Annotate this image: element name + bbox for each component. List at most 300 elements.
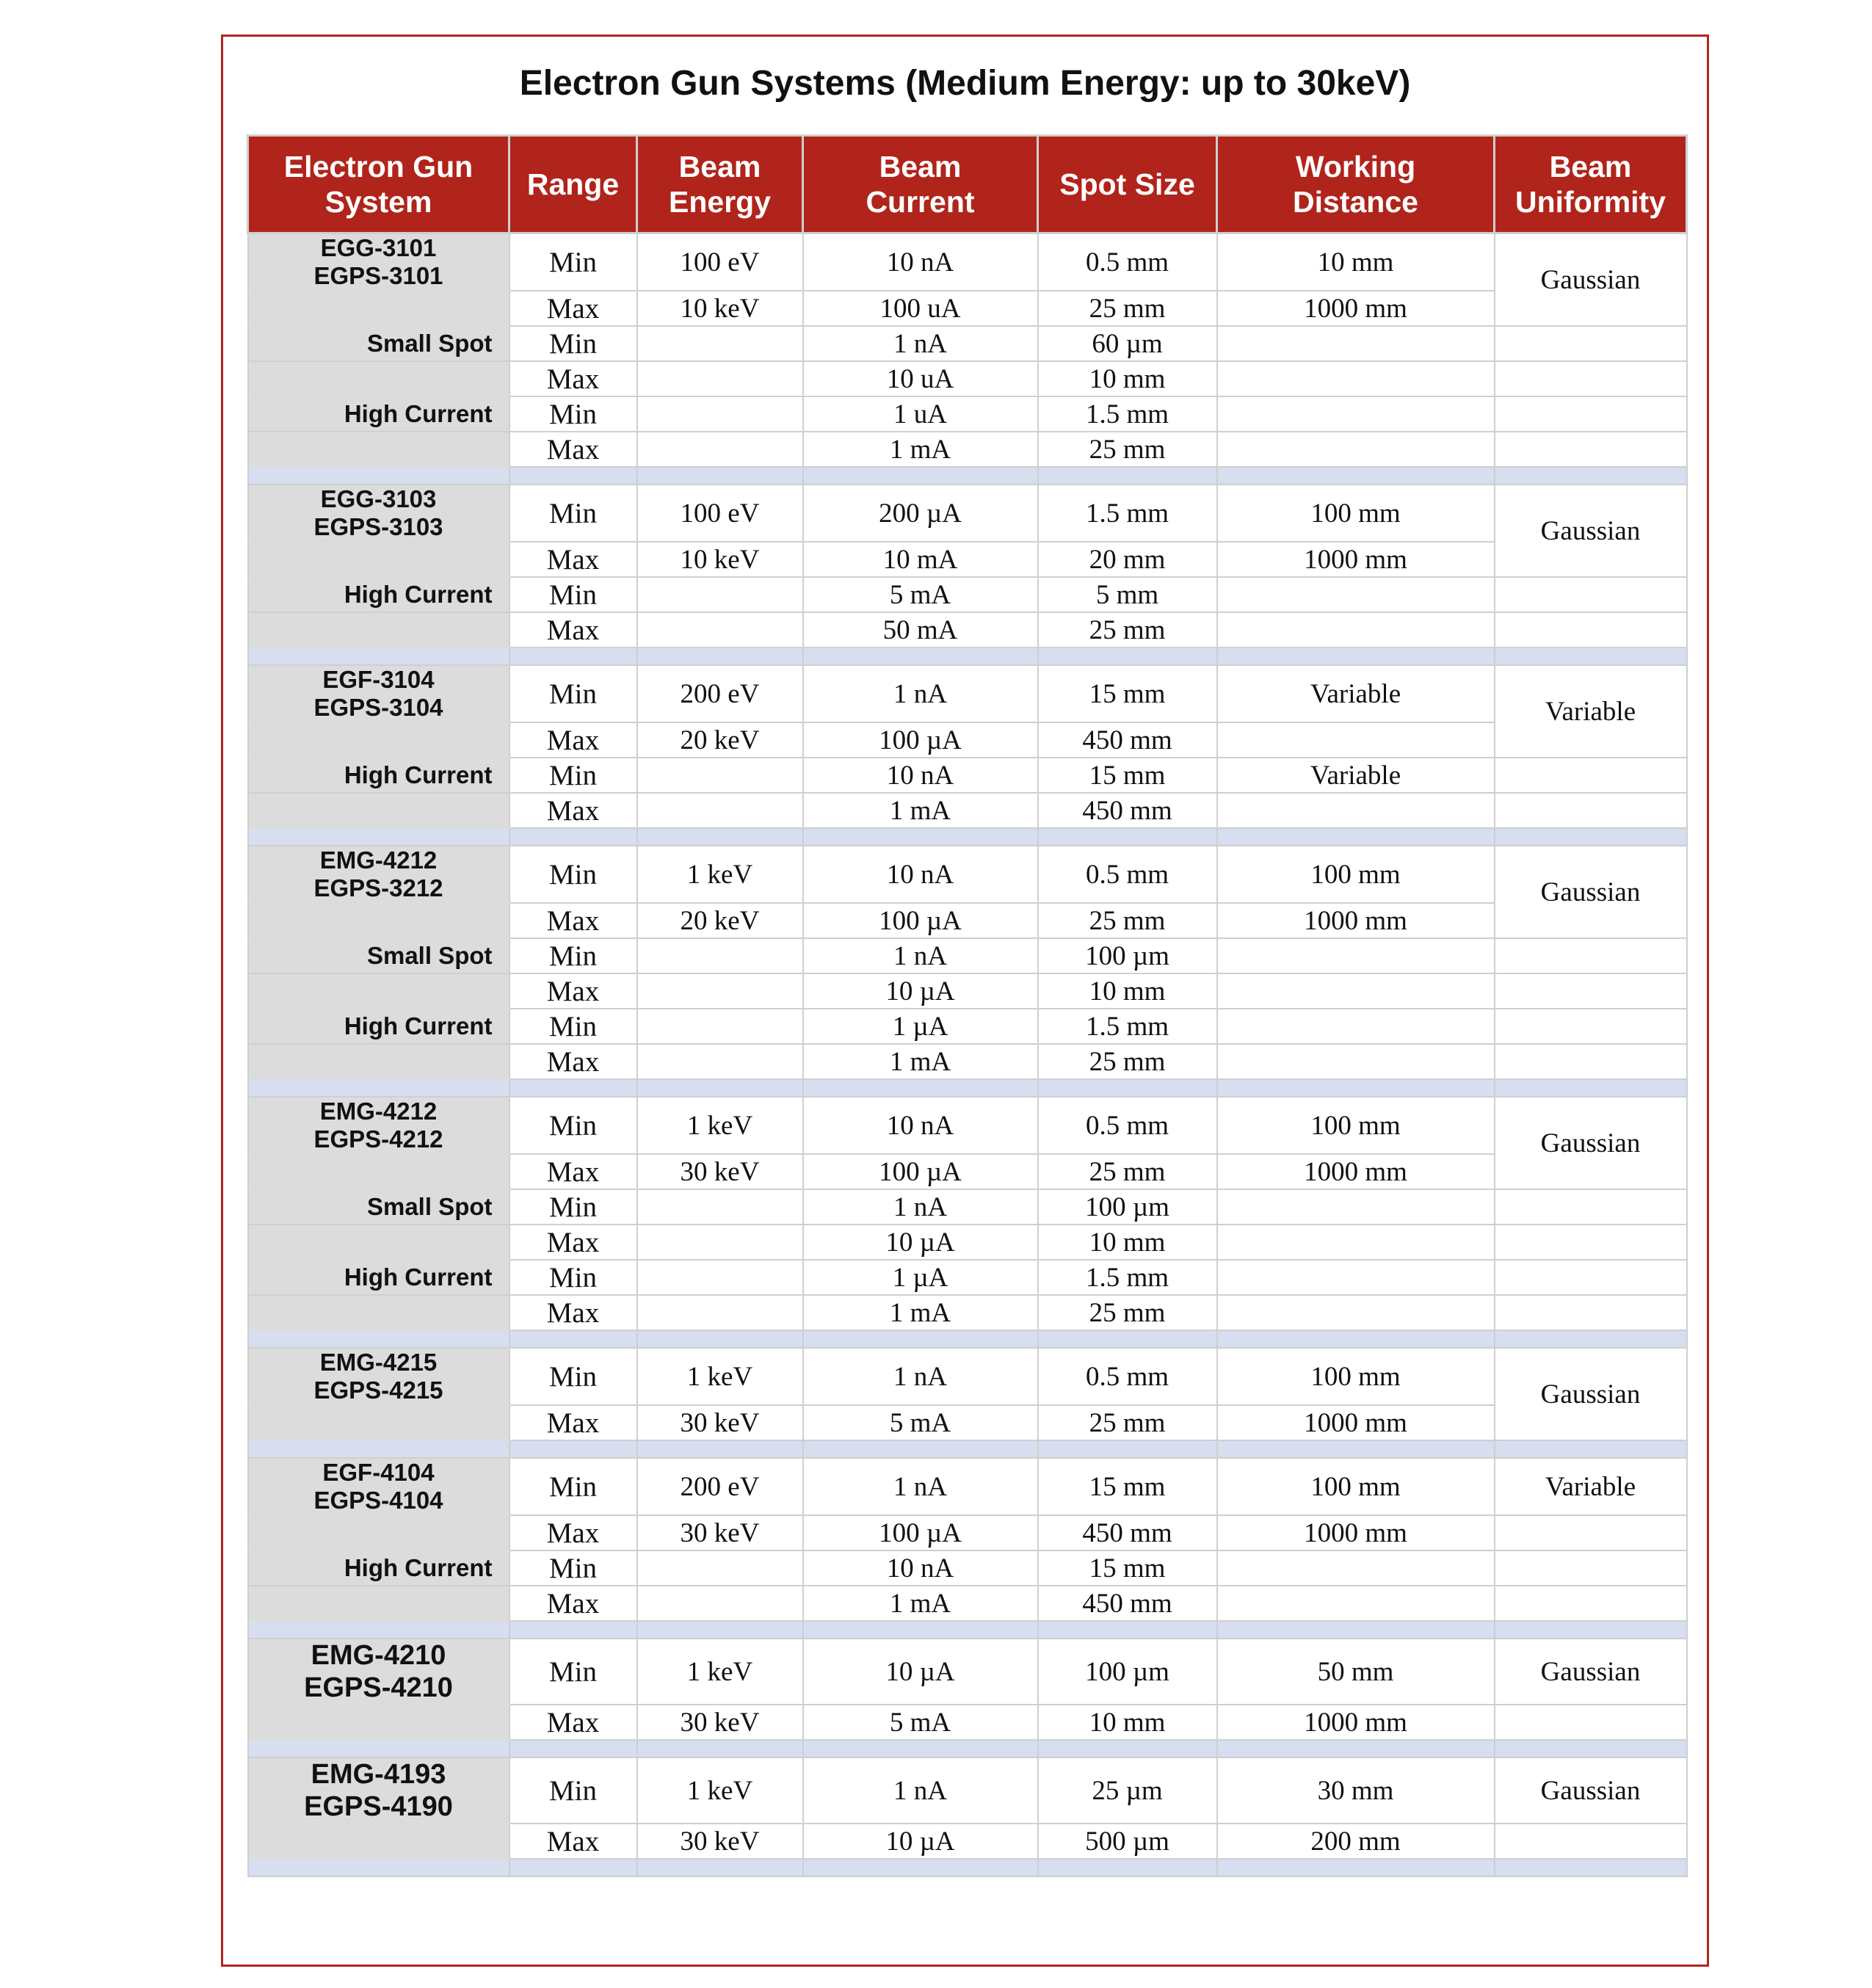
beam-energy-cell-blank <box>637 432 803 467</box>
spot-size-cell: 60 µm <box>1038 326 1217 361</box>
beam-energy-cell-blank <box>637 1586 803 1621</box>
separator-cell <box>637 647 803 665</box>
working-distance-cell-blank <box>1217 361 1495 396</box>
system-name-cell <box>248 1097 509 1154</box>
beam-energy-cell: 10 keV <box>637 291 803 326</box>
header-working-distance-line2: Distance <box>1293 185 1418 219</box>
separator-cell <box>1038 828 1217 846</box>
system-name-cell <box>248 1348 509 1405</box>
range-cell: Min <box>509 485 637 542</box>
range-cell: Max <box>509 1044 637 1079</box>
table-row <box>248 396 1687 432</box>
beam-energy-cell-blank <box>637 1189 803 1225</box>
beam-uniformity-cell-blank <box>1495 1550 1687 1586</box>
working-distance-cell: 1000 mm <box>1217 1154 1495 1189</box>
beam-energy-cell: 30 keV <box>637 1515 803 1550</box>
separator-cell <box>1038 1621 1217 1639</box>
separator-cell <box>637 1079 803 1097</box>
beam-uniformity-cell: Gaussian <box>1495 233 1687 327</box>
separator-cell <box>637 1740 803 1757</box>
range-cell: Min <box>509 665 637 722</box>
table-row <box>248 1009 1687 1044</box>
beam-uniformity-cell: Gaussian <box>1495 1639 1687 1705</box>
spot-size-cell: 10 mm <box>1038 1225 1217 1260</box>
separator-row <box>248 1621 1687 1639</box>
spot-size-cell: 25 mm <box>1038 1154 1217 1189</box>
separator-cell <box>637 828 803 846</box>
separator-cell <box>637 1330 803 1348</box>
working-distance-cell <box>1217 577 1495 612</box>
spot-size-cell: 15 mm <box>1038 665 1217 722</box>
mode-label-cell-blank <box>248 361 509 396</box>
separator-cell <box>1038 467 1217 485</box>
separator-cell <box>248 1079 509 1097</box>
working-distance-cell <box>1217 1189 1495 1225</box>
table-row <box>248 577 1687 612</box>
range-cell: Min <box>509 577 637 612</box>
spot-size-cell: 0.5 mm <box>1038 1097 1217 1154</box>
beam-current-cell: 1 nA <box>803 665 1038 722</box>
beam-energy-cell: 100 eV <box>637 485 803 542</box>
beam-energy-cell-blank <box>637 758 803 793</box>
header-beam-energy-line2: Energy <box>669 185 771 219</box>
beam-uniformity-cell-blank <box>1495 1189 1687 1225</box>
range-cell: Max <box>509 612 637 647</box>
spot-size-cell: 25 mm <box>1038 1295 1217 1330</box>
table-row <box>248 1348 1687 1405</box>
mode-label-cell-blank <box>248 973 509 1009</box>
range-cell: Min <box>509 326 637 361</box>
header-beam-current-line1: Beam <box>879 150 962 184</box>
beam-energy-cell: 200 eV <box>637 1458 803 1515</box>
separator-cell <box>248 1621 509 1639</box>
beam-uniformity-cell-blank <box>1495 432 1687 467</box>
beam-energy-cell: 200 eV <box>637 665 803 722</box>
table-row <box>248 485 1687 542</box>
system-name-cell <box>248 1458 509 1515</box>
table-row <box>248 1586 1687 1621</box>
table-row <box>248 1757 1687 1824</box>
table-row <box>248 1405 1687 1440</box>
table-row <box>248 326 1687 361</box>
beam-uniformity-cell: Variable <box>1495 1458 1687 1515</box>
working-distance-cell: 1000 mm <box>1217 291 1495 326</box>
spot-size-cell: 100 µm <box>1038 1639 1217 1705</box>
table-row <box>248 432 1687 467</box>
spot-size-cell: 0.5 mm <box>1038 846 1217 903</box>
separator-cell <box>1217 1440 1495 1458</box>
range-cell: Max <box>509 1405 637 1440</box>
working-distance-cell: 100 mm <box>1217 485 1495 542</box>
table-row <box>248 938 1687 973</box>
beam-energy-cell: 1 keV <box>637 1639 803 1705</box>
range-cell: Max <box>509 291 637 326</box>
working-distance-cell: 1000 mm <box>1217 903 1495 938</box>
range-cell: Max <box>509 973 637 1009</box>
mode-label-cell-blank <box>248 793 509 828</box>
range-cell: Min <box>509 1550 637 1586</box>
separator-cell <box>1038 647 1217 665</box>
working-distance-cell: 1000 mm <box>1217 542 1495 577</box>
spot-size-cell: 25 mm <box>1038 903 1217 938</box>
table-row <box>248 722 1687 758</box>
beam-current-cell: 1 µA <box>803 1009 1038 1044</box>
beam-uniformity-cell: Gaussian <box>1495 1097 1687 1189</box>
working-distance-cell: 1000 mm <box>1217 1405 1495 1440</box>
working-distance-cell: 10 mm <box>1217 233 1495 291</box>
separator-cell <box>803 828 1038 846</box>
beam-energy-cell: 1 keV <box>637 1348 803 1405</box>
system-power-supply: EGPS-3104 <box>313 694 443 721</box>
working-distance-cell: 1000 mm <box>1217 1705 1495 1740</box>
separator-cell <box>1038 1740 1217 1757</box>
beam-current-cell: 10 µA <box>803 1639 1038 1705</box>
mode-label-cell-blank <box>248 1044 509 1079</box>
electron-gun-table <box>247 134 1688 1877</box>
mode-label-cell-blank <box>248 1586 509 1621</box>
working-distance-cell: 100 mm <box>1217 846 1495 903</box>
beam-current-cell: 1 mA <box>803 432 1038 467</box>
beam-uniformity-cell-blank <box>1495 1225 1687 1260</box>
working-distance-cell <box>1217 722 1495 758</box>
beam-uniformity-cell-blank <box>1495 793 1687 828</box>
beam-energy-cell: 10 keV <box>637 542 803 577</box>
beam-energy-cell-blank <box>637 1225 803 1260</box>
beam-uniformity-cell-blank <box>1495 973 1687 1009</box>
separator-cell <box>248 1330 509 1348</box>
system-name-cell <box>248 1757 509 1824</box>
range-cell: Max <box>509 793 637 828</box>
beam-energy-cell: 30 keV <box>637 1154 803 1189</box>
separator-cell <box>637 467 803 485</box>
working-distance-cell: 30 mm <box>1217 1757 1495 1824</box>
separator-cell <box>1038 1859 1217 1876</box>
spot-size-cell: 1.5 mm <box>1038 1260 1217 1295</box>
table-row <box>248 1824 1687 1859</box>
spot-size-cell: 25 mm <box>1038 612 1217 647</box>
separator-cell <box>248 647 509 665</box>
separator-cell <box>509 647 637 665</box>
spot-size-cell: 500 µm <box>1038 1824 1217 1859</box>
beam-uniformity-cell-blank <box>1495 612 1687 647</box>
separator-cell <box>803 1740 1038 1757</box>
working-distance-cell <box>1217 938 1495 973</box>
beam-uniformity-cell: Gaussian <box>1495 1348 1687 1440</box>
system-power-supply: EGPS-4190 <box>304 1791 453 1822</box>
range-cell: Max <box>509 1824 637 1859</box>
beam-current-cell: 10 nA <box>803 758 1038 793</box>
range-cell: Min <box>509 1639 637 1705</box>
separator-cell <box>509 1330 637 1348</box>
separator-row <box>248 647 1687 665</box>
table-row <box>248 846 1687 903</box>
table-row <box>248 1550 1687 1586</box>
working-distance-cell: 1000 mm <box>1217 1515 1495 1550</box>
mode-label-cell: Small Spot <box>248 326 509 361</box>
spot-size-cell: 10 mm <box>1038 361 1217 396</box>
separator-cell <box>248 467 509 485</box>
mode-label-cell: Small Spot <box>248 1189 509 1225</box>
spot-size-cell: 10 mm <box>1038 973 1217 1009</box>
separator-cell <box>1217 1079 1495 1097</box>
beam-energy-cell: 1 keV <box>637 846 803 903</box>
table-row <box>248 233 1687 291</box>
spot-size-cell: 25 mm <box>1038 1044 1217 1079</box>
working-distance-cell <box>1217 326 1495 361</box>
beam-current-cell: 100 µA <box>803 903 1038 938</box>
range-cell: Min <box>509 1097 637 1154</box>
table-row <box>248 665 1687 722</box>
spot-size-cell: 15 mm <box>1038 758 1217 793</box>
header-beam-uniformity-line1: Beam <box>1549 150 1632 184</box>
system-name-cell-blank <box>248 1705 509 1740</box>
separator-cell <box>1217 1330 1495 1348</box>
range-cell: Max <box>509 432 637 467</box>
spot-size-cell: 450 mm <box>1038 1515 1217 1550</box>
separator-cell <box>1038 1079 1217 1097</box>
table-row <box>248 1225 1687 1260</box>
mode-label-cell-blank <box>248 432 509 467</box>
beam-uniformity-cell-blank <box>1495 1586 1687 1621</box>
spot-size-cell: 100 µm <box>1038 938 1217 973</box>
beam-uniformity-cell-blank <box>1495 1705 1687 1740</box>
beam-current-cell: 1 nA <box>803 1458 1038 1515</box>
system-name-cell-blank <box>248 722 509 758</box>
system-power-supply: EGPS-3212 <box>313 874 443 902</box>
separator-cell <box>1217 828 1495 846</box>
beam-energy-cell: 1 keV <box>637 1757 803 1824</box>
system-power-supply: EGPS-4215 <box>313 1376 443 1404</box>
separator-cell <box>509 828 637 846</box>
system-name-cell-blank <box>248 1515 509 1550</box>
range-cell: Max <box>509 1154 637 1189</box>
mode-label-cell: High Current <box>248 577 509 612</box>
beam-energy-cell: 20 keV <box>637 903 803 938</box>
table-row <box>248 1189 1687 1225</box>
mode-label-cell: High Current <box>248 1009 509 1044</box>
beam-current-cell: 50 mA <box>803 612 1038 647</box>
working-distance-cell-blank <box>1217 612 1495 647</box>
beam-current-cell: 1 mA <box>803 793 1038 828</box>
beam-current-cell: 1 µA <box>803 1260 1038 1295</box>
separator-cell <box>637 1621 803 1639</box>
system-name-cell-blank <box>248 1824 509 1859</box>
system-name-cell <box>248 485 509 542</box>
beam-energy-cell-blank <box>637 1295 803 1330</box>
range-cell: Max <box>509 1295 637 1330</box>
table-row <box>248 1097 1687 1154</box>
spot-size-cell: 450 mm <box>1038 1586 1217 1621</box>
beam-energy-cell: 100 eV <box>637 233 803 291</box>
spot-size-cell: 25 mm <box>1038 1405 1217 1440</box>
beam-energy-cell: 20 keV <box>637 722 803 758</box>
header-range: Range <box>509 136 637 233</box>
beam-current-cell: 10 µA <box>803 1225 1038 1260</box>
header-beam-uniformity-line2: Uniformity <box>1515 185 1666 219</box>
beam-current-cell: 10 nA <box>803 1550 1038 1586</box>
separator-cell <box>509 1859 637 1876</box>
table-row <box>248 291 1687 326</box>
beam-uniformity-cell-blank <box>1495 1260 1687 1295</box>
header-spot-size: Spot Size <box>1038 136 1217 233</box>
table-row <box>248 758 1687 793</box>
beam-energy-cell-blank <box>637 326 803 361</box>
separator-cell <box>803 647 1038 665</box>
system-model: EMG-4215 <box>319 1349 438 1376</box>
beam-current-cell: 100 uA <box>803 291 1038 326</box>
beam-current-cell: 100 µA <box>803 1154 1038 1189</box>
spot-size-cell: 1.5 mm <box>1038 396 1217 432</box>
header-beam-current <box>803 136 1038 233</box>
beam-current-cell: 5 mA <box>803 1705 1038 1740</box>
beam-current-cell: 1 mA <box>803 1586 1038 1621</box>
beam-energy-cell: 30 keV <box>637 1705 803 1740</box>
table-row <box>248 1458 1687 1515</box>
system-model: EMG-4210 <box>311 1640 446 1671</box>
beam-uniformity-cell-blank <box>1495 577 1687 612</box>
header-working-distance <box>1217 136 1495 233</box>
working-distance-cell <box>1217 1550 1495 1586</box>
working-distance-cell: 100 mm <box>1217 1348 1495 1405</box>
range-cell: Min <box>509 1348 637 1405</box>
spot-size-cell: 20 mm <box>1038 542 1217 577</box>
beam-energy-cell-blank <box>637 938 803 973</box>
range-cell: Min <box>509 846 637 903</box>
separator-cell <box>1217 1740 1495 1757</box>
separator-row <box>248 1859 1687 1876</box>
range-cell: Max <box>509 1225 637 1260</box>
system-name-cell <box>248 846 509 903</box>
system-name-cell <box>248 233 509 291</box>
working-distance-cell-blank <box>1217 1225 1495 1260</box>
beam-energy-cell-blank <box>637 612 803 647</box>
table-row <box>248 1260 1687 1295</box>
spot-size-cell: 15 mm <box>1038 1550 1217 1586</box>
beam-energy-cell-blank <box>637 793 803 828</box>
working-distance-cell: 100 mm <box>1217 1097 1495 1154</box>
separator-cell <box>1038 1330 1217 1348</box>
separator-cell <box>1217 647 1495 665</box>
mode-label-cell: High Current <box>248 396 509 432</box>
beam-current-cell: 1 nA <box>803 326 1038 361</box>
working-distance-cell-blank <box>1217 973 1495 1009</box>
system-power-supply: EGPS-4104 <box>313 1487 443 1514</box>
beam-energy-cell: 1 keV <box>637 1097 803 1154</box>
table-row <box>248 1154 1687 1189</box>
working-distance-cell-blank <box>1217 1586 1495 1621</box>
beam-energy-cell: 30 keV <box>637 1405 803 1440</box>
system-name-cell-blank <box>248 542 509 577</box>
document-frame <box>221 35 1709 1967</box>
range-cell: Max <box>509 1586 637 1621</box>
beam-current-cell: 1 mA <box>803 1295 1038 1330</box>
beam-current-cell: 1 nA <box>803 1348 1038 1405</box>
beam-energy-cell-blank <box>637 1009 803 1044</box>
spot-size-cell: 25 µm <box>1038 1757 1217 1824</box>
separator-cell <box>1495 1440 1687 1458</box>
table-row <box>248 973 1687 1009</box>
working-distance-cell-blank <box>1217 1044 1495 1079</box>
separator-cell <box>509 1740 637 1757</box>
beam-uniformity-cell-blank <box>1495 1295 1687 1330</box>
beam-energy-cell-blank <box>637 973 803 1009</box>
separator-row <box>248 1330 1687 1348</box>
separator-cell <box>1217 1859 1495 1876</box>
working-distance-cell <box>1217 1009 1495 1044</box>
separator-cell <box>803 1859 1038 1876</box>
separator-cell <box>248 1740 509 1757</box>
beam-energy-cell-blank <box>637 577 803 612</box>
system-power-supply: EGPS-3101 <box>313 262 443 289</box>
working-distance-cell-blank <box>1217 793 1495 828</box>
separator-cell <box>637 1859 803 1876</box>
beam-uniformity-cell-blank <box>1495 1044 1687 1079</box>
separator-cell <box>509 467 637 485</box>
beam-current-cell: 200 µA <box>803 485 1038 542</box>
separator-row <box>248 1740 1687 1757</box>
beam-current-cell: 10 µA <box>803 1824 1038 1859</box>
header-working-distance-line1: Working <box>1295 150 1416 184</box>
separator-row <box>248 467 1687 485</box>
beam-energy-cell-blank <box>637 1260 803 1295</box>
header-beam-current-line2: Current <box>866 185 975 219</box>
table-row <box>248 612 1687 647</box>
separator-cell <box>248 1440 509 1458</box>
system-model: EGG-3103 <box>320 485 437 512</box>
range-cell: Max <box>509 722 637 758</box>
header-beam-uniformity <box>1495 136 1687 233</box>
separator-cell <box>1495 828 1687 846</box>
beam-current-cell: 100 µA <box>803 1515 1038 1550</box>
mode-label-cell-blank <box>248 612 509 647</box>
spot-size-cell: 450 mm <box>1038 722 1217 758</box>
beam-uniformity-cell: Gaussian <box>1495 846 1687 938</box>
range-cell: Min <box>509 1189 637 1225</box>
beam-energy-cell-blank <box>637 1044 803 1079</box>
table-row <box>248 793 1687 828</box>
range-cell: Min <box>509 758 637 793</box>
system-power-supply: EGPS-4210 <box>304 1672 453 1703</box>
mode-label-cell: Small Spot <box>248 938 509 973</box>
beam-energy-cell-blank <box>637 361 803 396</box>
spot-size-cell: 0.5 mm <box>1038 1348 1217 1405</box>
separator-cell <box>1495 1079 1687 1097</box>
separator-row <box>248 1440 1687 1458</box>
beam-current-cell: 10 nA <box>803 1097 1038 1154</box>
mode-label-cell-blank <box>248 1225 509 1260</box>
spot-size-cell: 100 µm <box>1038 1189 1217 1225</box>
separator-cell <box>1038 1440 1217 1458</box>
header-system-line2: System <box>324 185 432 219</box>
separator-cell <box>803 1621 1038 1639</box>
system-model: EGF-4104 <box>322 1459 435 1486</box>
range-cell: Min <box>509 938 637 973</box>
separator-row <box>248 1079 1687 1097</box>
beam-current-cell: 10 µA <box>803 973 1038 1009</box>
separator-cell <box>509 1440 637 1458</box>
mode-label-cell-blank <box>248 1295 509 1330</box>
separator-cell <box>1495 467 1687 485</box>
range-cell: Min <box>509 1757 637 1824</box>
header-system <box>248 136 509 233</box>
beam-energy-cell-blank <box>637 396 803 432</box>
table-row <box>248 1295 1687 1330</box>
beam-current-cell: 1 nA <box>803 1189 1038 1225</box>
header-row <box>248 136 1687 233</box>
beam-energy-cell-blank <box>637 1550 803 1586</box>
separator-cell <box>1495 1740 1687 1757</box>
system-name-cell-blank <box>248 1405 509 1440</box>
